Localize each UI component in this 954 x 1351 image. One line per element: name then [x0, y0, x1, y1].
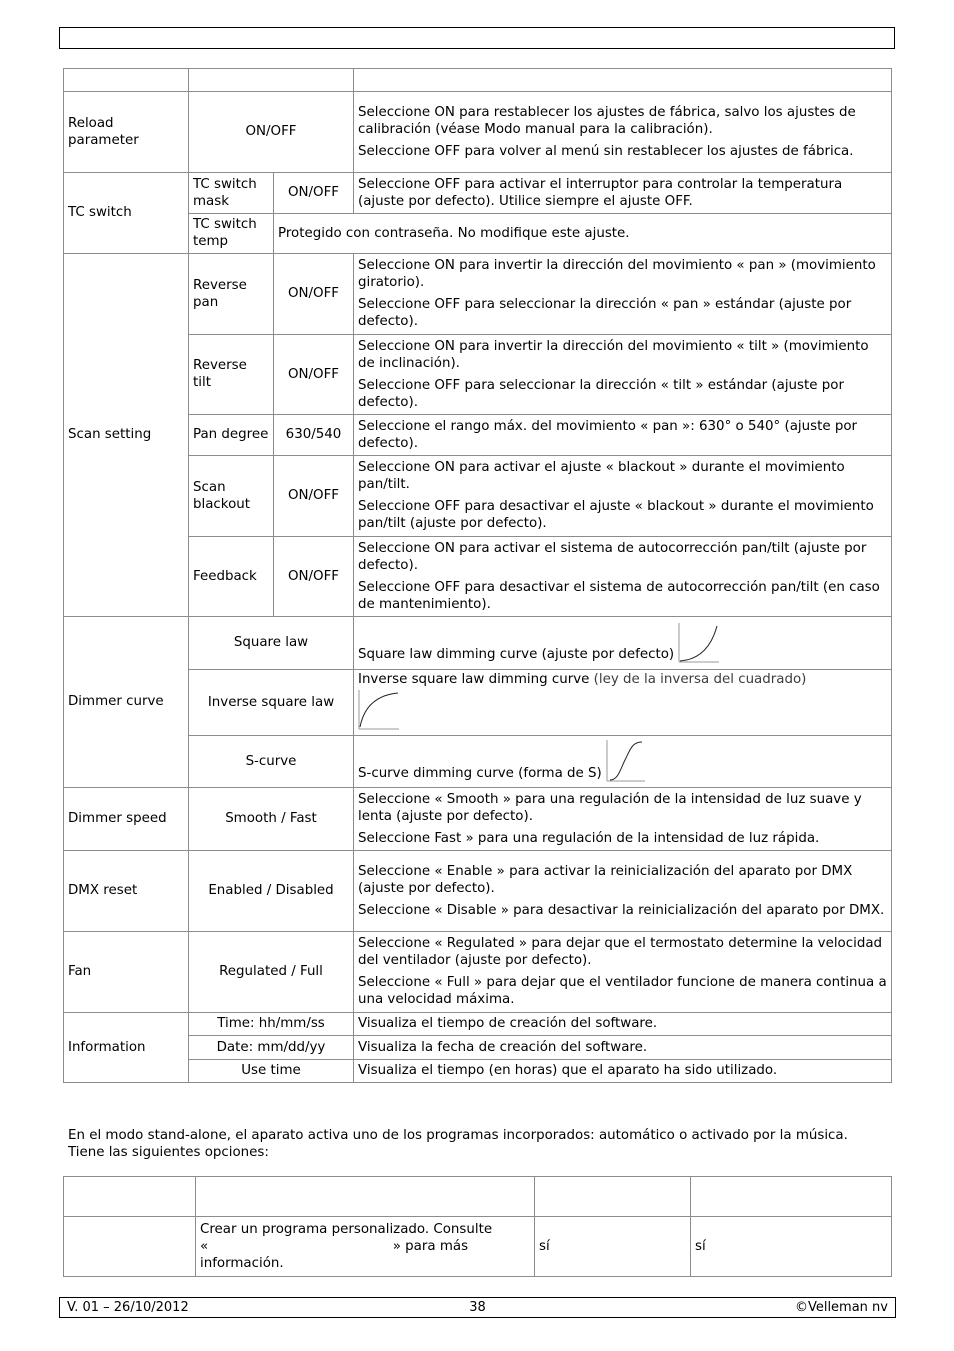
row-value: sí [691, 1217, 892, 1277]
row-value: Time: hh/mm/ss [189, 1013, 354, 1036]
row-description: Protegido con contraseña. No modifique este ajuste. [274, 214, 892, 254]
table-row [64, 92, 892, 173]
table-row [64, 415, 892, 456]
table-row [64, 1036, 892, 1060]
page-footer [59, 1297, 896, 1318]
row-description: Square law dimming curve (ajuste por defecto) [354, 617, 892, 670]
row-value: Enabled / Disabled [189, 851, 354, 932]
table-row [64, 788, 892, 851]
square-law-curve-icon [678, 623, 720, 663]
row-description: Crear un programa personalizado. Consulte « » para más información. [196, 1217, 535, 1277]
footer-copyright: ©Velleman nv [794, 1300, 888, 1315]
row-label: Fan [64, 932, 189, 1013]
table-row [64, 335, 892, 415]
row-label: TC switch [64, 173, 189, 254]
row-description: Visualiza la fecha de creación del software. [354, 1036, 892, 1060]
row-value: sí [535, 1217, 691, 1277]
row-value: ON/OFF [274, 456, 354, 537]
row-value: ON/OFF [274, 335, 354, 415]
row-description: Visualiza el tiempo (en horas) que el aparato ha sido utilizado. [354, 1060, 892, 1083]
row-value: Square law [189, 617, 354, 670]
table-row [64, 851, 892, 932]
row-value: S-curve [189, 736, 354, 788]
table-row [64, 1013, 892, 1036]
table-row [64, 214, 892, 254]
row-description: Seleccione OFF para activar el interruptor para controlar la temperatura (ajuste por defecto). Utilice siempre el ajuste OFF. [354, 173, 892, 214]
row-description: Visualiza el tiempo de creación del software. [354, 1013, 892, 1036]
table-row [64, 254, 892, 335]
sub-label: TC switch temp [189, 214, 274, 254]
row-description: Seleccione « Regulated » para dejar que el termostato determine la velocidad del ventilador (ajuste por defecto). Seleccione « Full » para dejar que el ventilador funcione de manera continua a una velocidad máxima. [354, 932, 892, 1013]
table-row [64, 617, 892, 670]
table-header-row [64, 69, 892, 92]
sub-label: Scan blackout [189, 456, 274, 537]
row-description: Seleccione el rango máx. del movimiento « pan »: 630° o 540° (ajuste por defecto). [354, 415, 892, 456]
row-label: DMX reset [64, 851, 189, 932]
row-description: Seleccione « Smooth » para una regulación de la intensidad de luz suave y lenta (ajuste por defecto). Seleccione Fast » para una regulación de la intensidad de luz rápida. [354, 788, 892, 851]
intro-paragraph: En el modo stand-alone, el aparato activa uno de los programas incorporados: automático o activado por la música. Tiene las siguientes opciones: [68, 1128, 848, 1160]
table-row [64, 537, 892, 617]
row-value: ON/OFF [274, 173, 354, 214]
table-row [64, 670, 892, 736]
table-row [64, 1060, 892, 1083]
footer-version: V. 01 – 26/10/2012 [67, 1300, 189, 1315]
row-value: Use time [189, 1060, 354, 1083]
s-curve-icon [606, 740, 646, 782]
row-description: Inverse square law dimming curve (ley de la inversa del cuadrado) [354, 670, 892, 736]
row-description: Seleccione ON para invertir la dirección del movimiento « tilt » (movimiento de inclinación). Seleccione OFF para seleccionar la dirección « tilt » estándar (ajuste por defecto). [354, 335, 892, 415]
sub-label: Reverse tilt [189, 335, 274, 415]
row-value: Smooth / Fast [189, 788, 354, 851]
row-value: Regulated / Full [189, 932, 354, 1013]
page-header-box [59, 27, 895, 49]
row-value: 630/540 [274, 415, 354, 456]
row-value: Inverse square law [189, 670, 354, 736]
table-row [64, 173, 892, 214]
table-header-row [64, 1177, 892, 1217]
row-description: S-curve dimming curve (forma de S) [354, 736, 892, 788]
row-description: Seleccione ON para restablecer los ajustes de fábrica, salvo los ajustes de calibración (véase Modo manual para la calibración). Seleccione OFF para volver al menú sin restablecer los ajustes de fábrica. [354, 92, 892, 173]
sub-label: Reverse pan [189, 254, 274, 335]
settings-table [63, 68, 892, 1083]
table-row [64, 1217, 892, 1277]
sub-label: TC switch mask [189, 173, 274, 214]
sub-label: Pan degree [189, 415, 274, 456]
row-label: Dimmer curve [64, 617, 189, 788]
modes-table [63, 1176, 892, 1277]
footer-page-number: 38 [469, 1300, 486, 1315]
row-value: ON/OFF [189, 92, 354, 173]
table-row [64, 736, 892, 788]
table-row [64, 932, 892, 1013]
table-row [64, 456, 892, 537]
row-description: Seleccione « Enable » para activar la reinicialización del aparato por DMX (ajuste por defecto). Seleccione « Disable » para desactivar la reinicialización del aparato por DMX. [354, 851, 892, 932]
sub-label: Feedback [189, 537, 274, 617]
row-description: Seleccione ON para activar el ajuste « blackout » durante el movimiento pan/tilt. Seleccione OFF para desactivar el ajuste « blackout » durante el movimiento pan/tilt (ajuste por defecto). [354, 456, 892, 537]
row-label: Scan setting [64, 254, 189, 617]
inverse-square-law-curve-icon [358, 690, 400, 730]
row-value: ON/OFF [274, 537, 354, 617]
row-value: ON/OFF [274, 254, 354, 335]
row-description: Seleccione ON para activar el sistema de autocorrección pan/tilt (ajuste por defecto). Seleccione OFF para desactivar el sistema de autocorrección pan/tilt (en caso de mantenimiento). [354, 537, 892, 617]
row-label: Reload parameter [64, 92, 189, 173]
row-label: Dimmer speed [64, 788, 189, 851]
row-value: Date: mm/dd/yy [189, 1036, 354, 1060]
row-description: Seleccione ON para invertir la dirección del movimiento « pan » (movimiento giratorio). Seleccione OFF para seleccionar la dirección « pan » estándar (ajuste por defecto). [354, 254, 892, 335]
row-label: Information [64, 1013, 189, 1083]
